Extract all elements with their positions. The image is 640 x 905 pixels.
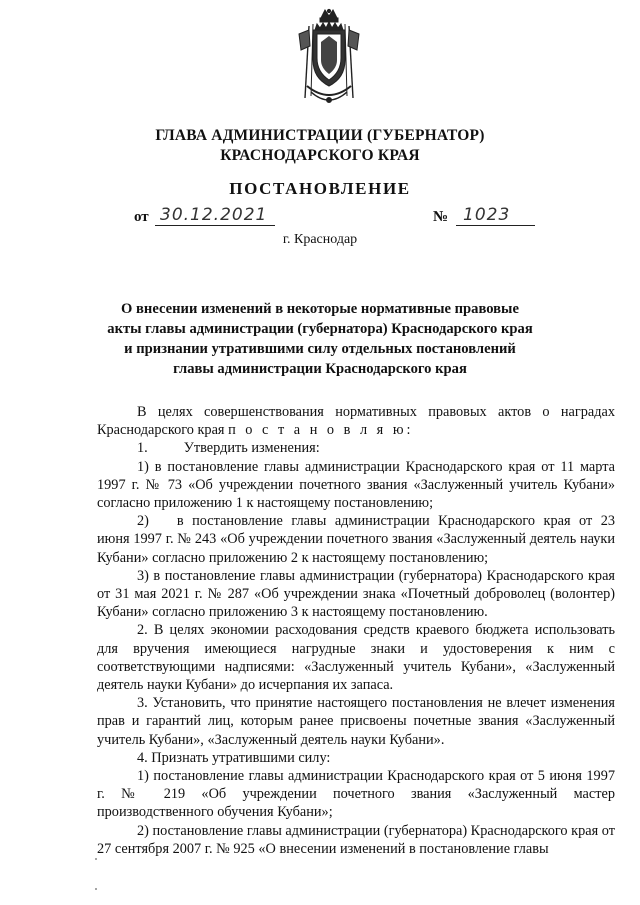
- item-1-2-number: 2): [137, 513, 149, 530]
- title-line-3: и признании утратившими силу отдельных постановлений: [124, 341, 516, 357]
- item-2-paragraph: 2. В целях экономии расходования средств краевого бюджета использовать для вручения имеющиеся нагрудные знаки и удостоверения к ним с соответствующими надписями: «Заслуженный учитель Кубани», «Заслуженный деятель науки Кубани» до исчерпания их запаса.: [97, 622, 615, 694]
- item-4-paragraph: 4. Признать утратившими силу:: [137, 749, 331, 766]
- org-line-2: КРАСНОДАРСКОГО КРАЯ: [220, 147, 420, 164]
- number-label: №: [433, 209, 449, 225]
- decree-word: п о с т а н о в л я ю:: [228, 422, 414, 439]
- title-line-2: акты главы администрации (губернатора) Краснодарского края: [107, 321, 533, 337]
- item-1-3-paragraph: 3) в постановление главы администрации (губернатора) Краснодарского края от 31 мая 2021 г. № 287 «Об учреждении знака «Почетный доброволец (волонтер) Кубани» согласно приложению 3 к настоящему постановлению.: [97, 567, 615, 621]
- item-4-1-paragraph: 1) постановление главы администрации Краснодарского края от 5 июня 1997 г. № 219 «Об учреждении почетного звания «Заслуженный мастер производственного обучения Кубани»;: [97, 768, 615, 821]
- number-value: 1023: [463, 205, 511, 225]
- document-title: [0, 299, 640, 379]
- organization-header: [0, 126, 640, 166]
- item-1-2-paragraph: [97, 512, 615, 567]
- org-line-1: ГЛАВА АДМИНИСТРАЦИИ (ГУБЕРНАТОР): [155, 127, 485, 144]
- date-value: 30.12.2021: [160, 205, 268, 225]
- item-4-2-paragraph: 2) постановление главы администрации (губернатора) Краснодарского края от 27 сентября 2007 г. № 925 «О внесении изменений в постановление главы: [97, 822, 615, 857]
- document-body: [97, 403, 615, 858]
- item-1-paragraph: [97, 439, 615, 457]
- title-line-1: О внесении изменений в некоторые нормативные правовые: [121, 301, 519, 317]
- scan-speck: [95, 858, 97, 860]
- coat-of-arms-emblem: [297, 8, 361, 112]
- preamble-paragraph: [97, 403, 615, 439]
- item-1-text: Утвердить изменения:: [183, 440, 320, 457]
- item-1-number: 1.: [137, 440, 148, 457]
- scan-speck: [95, 888, 97, 890]
- document-type: ПОСТАНОВЛЕНИЕ: [229, 179, 411, 198]
- date-number-row: [0, 205, 640, 231]
- item-1-2-text: в постановление главы администрации Краснодарского края от 23 июня 1997 г. № 243 «Об учреждении почетного звания «Заслуженный деятель науки Кубани» согласно приложению 2 к настоящему постановлению;: [97, 513, 615, 566]
- item-1-1-paragraph: 1) в постановление главы администрации Краснодарского края от 11 марта 1997 г. № 73 «Об учреждении почетного звания «Заслуженный учитель Кубани» согласно приложению 1 к настоящему постановлению;: [97, 458, 615, 512]
- preamble-text: В целях совершенствования нормативных правовых актов о наградах Краснодарского края: [97, 404, 615, 439]
- item-3-paragraph: 3. Установить, что принятие настоящего постановления не влечет изменения прав и гарантий лиц, которым ранее присвоены почетные звания «Заслуженный учитель Кубани», «Заслуженный деятель науки Кубани».: [97, 695, 615, 748]
- city: г. Краснодар: [282, 232, 358, 247]
- title-line-4: главы администрации Краснодарского края: [173, 361, 467, 377]
- date-label: от: [134, 209, 149, 225]
